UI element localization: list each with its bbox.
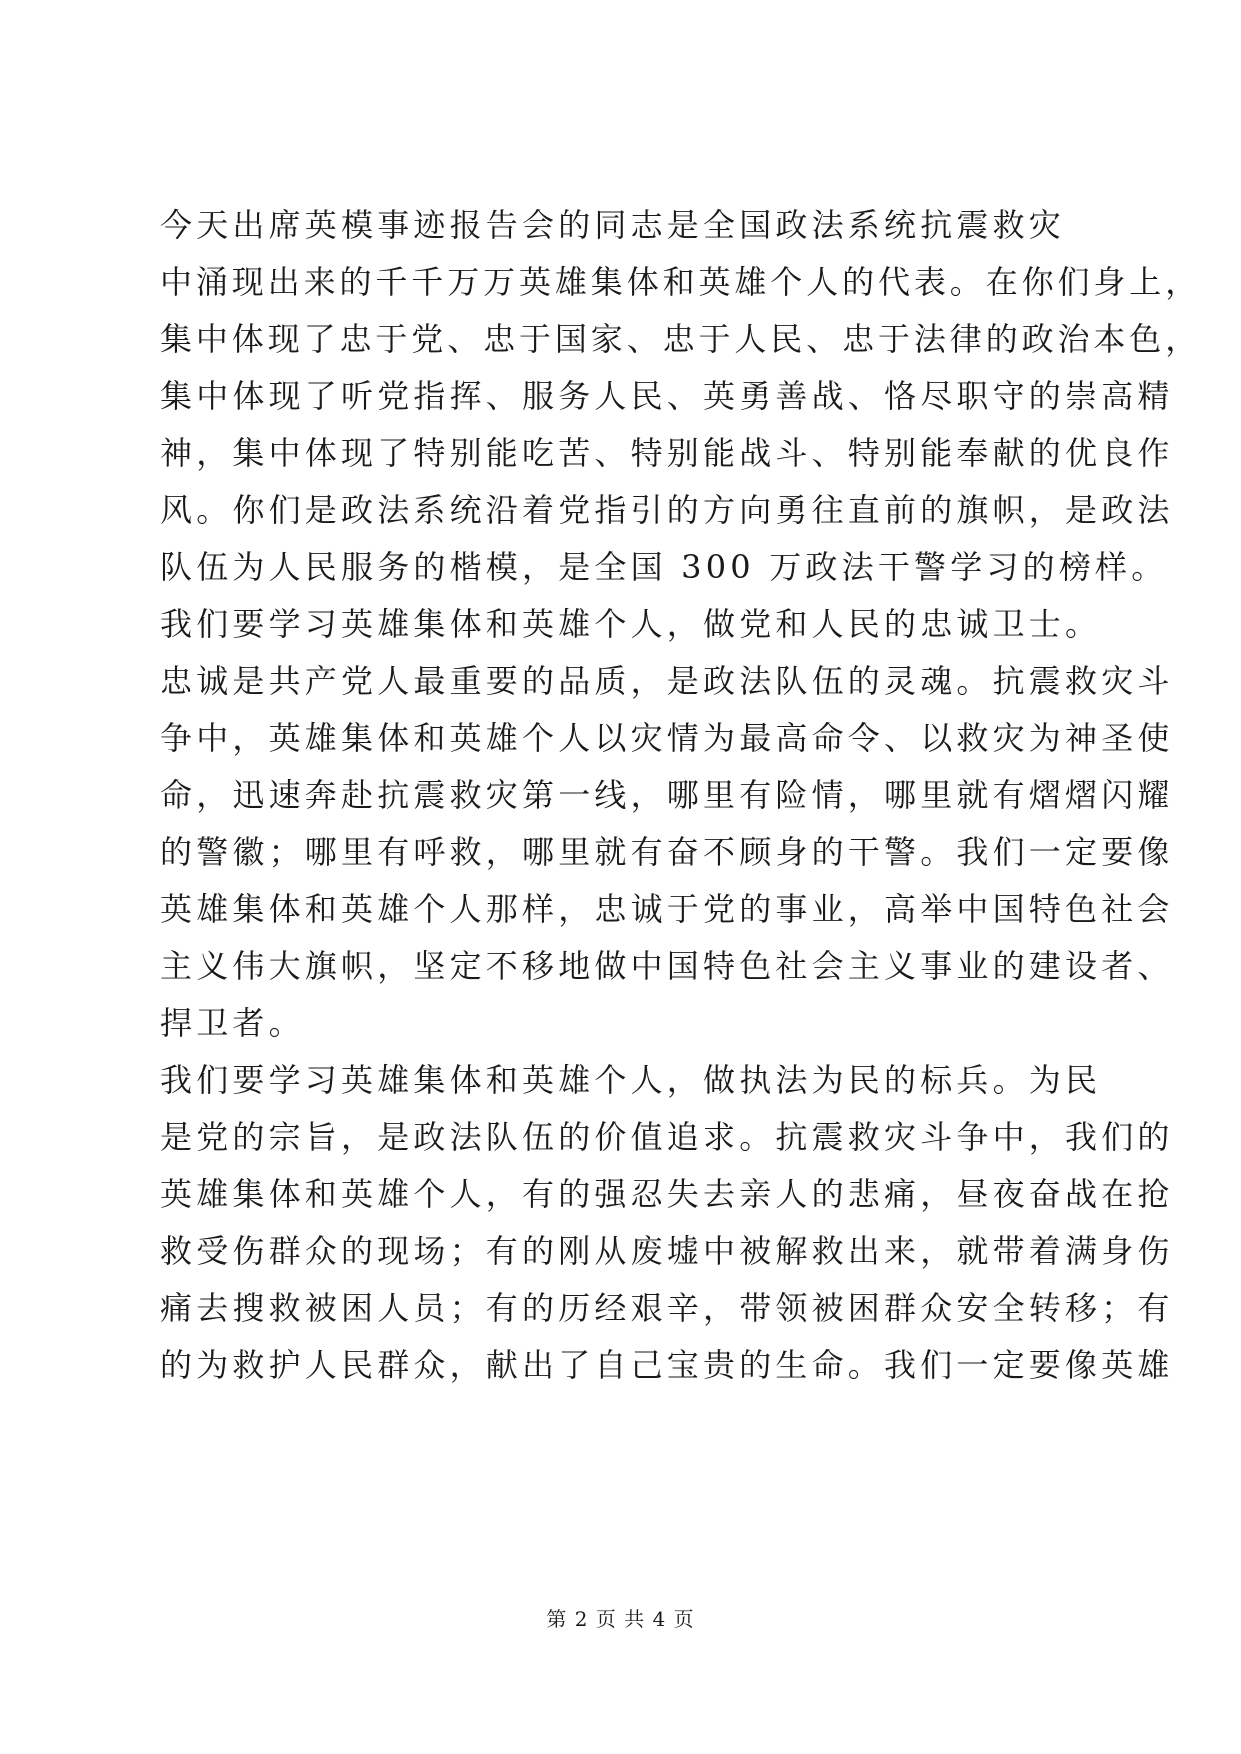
body-text-line: 今天出席英模事迹报告会的同志是全国政法系统抗震救灾: [160, 206, 1066, 244]
body-text-line: 忠诚是共产党人最重要的品质，是政法队伍的灵魂。抗震救灾斗: [160, 662, 1174, 700]
body-text-line: 捍卫者。: [160, 1004, 305, 1042]
body-text-line: 集中体现了听党指挥、服务人民、英勇善战、恪尽职守的崇高精: [160, 377, 1174, 415]
body-text-line: 主义伟大旗帜，坚定不移地做中国特色社会主义事业的建设者、: [160, 947, 1174, 985]
body-text-line: 痛去搜救被困人员；有的历经艰辛，带领被困群众安全转移；有: [160, 1289, 1174, 1327]
body-text-line: 的为救护人民群众，献出了自己宝贵的生命。我们一定要像英雄: [160, 1346, 1174, 1384]
body-text-line: 的警徽；哪里有呼救，哪里就有奋不顾身的干警。我们一定要像: [160, 833, 1174, 871]
page-number-footer: 第 2 页 共 4 页: [546, 1607, 695, 1631]
body-text-line: 英雄集体和英雄个人那样，忠诚于党的事业，高举中国特色社会: [160, 890, 1174, 928]
body-text-line: 我们要学习英雄集体和英雄个人，做党和人民的忠诚卫士。: [160, 605, 1102, 643]
body-text-line: 我们要学习英雄集体和英雄个人，做执法为民的标兵。为民: [160, 1061, 1102, 1099]
body-text-line: 争中，英雄集体和英雄个人以灾情为最高命令、以救灾为神圣使: [160, 719, 1174, 757]
body-text-line: 集中体现了忠于党、忠于国家、忠于人民、忠于法律的政治本色，: [160, 320, 1202, 358]
body-text-line: 中涌现出来的千千万万英雄集体和英雄个人的代表。在你们身上，: [160, 263, 1202, 301]
body-text-line: 风。你们是政法系统沿着党指引的方向勇往直前的旗帜，是政法: [160, 491, 1174, 529]
body-text-line: 队伍为人民服务的楷模，是全国 300 万政法干警学习的榜样。: [160, 548, 1168, 586]
body-text-line: 英雄集体和英雄个人，有的强忍失去亲人的悲痛，昼夜奋战在抢: [160, 1175, 1174, 1213]
body-text-line: 神，集中体现了特别能吃苦、特别能战斗、特别能奉献的优良作: [160, 434, 1174, 472]
body-text-line: 命，迅速奔赴抗震救灾第一线，哪里有险情，哪里就有熠熠闪耀: [160, 776, 1174, 814]
body-text-line: 是党的宗旨，是政法队伍的价值追求。抗震救灾斗争中，我们的: [160, 1118, 1174, 1156]
body-text-line: 救受伤群众的现场；有的刚从废墟中被解救出来，就带着满身伤: [160, 1232, 1174, 1270]
